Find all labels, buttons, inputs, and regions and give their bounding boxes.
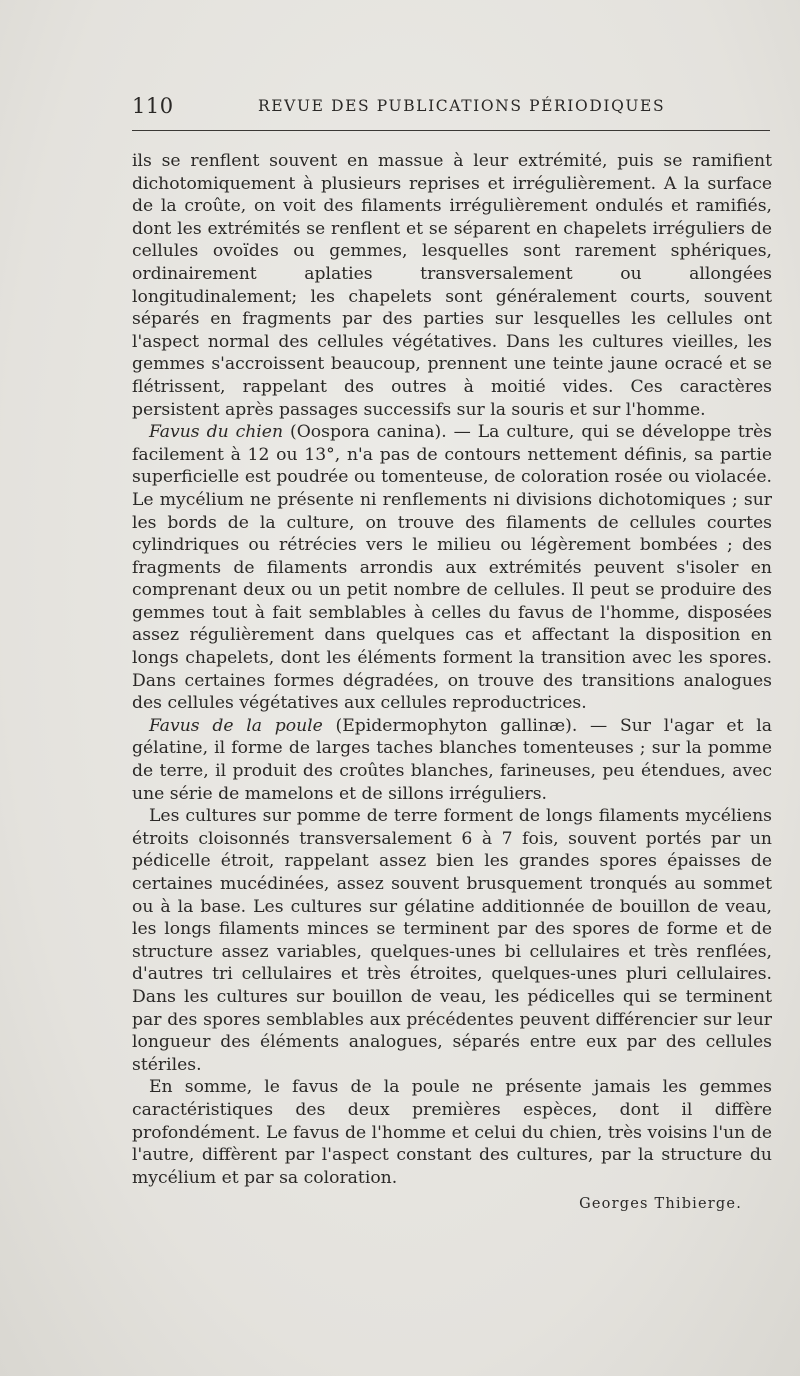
page-number: 110: [132, 94, 174, 118]
paragraph-favus-chien: [132, 421, 772, 715]
paragraph-continuation: [132, 150, 772, 421]
paragraph-text: (Epidermophyton gallinæ). — Sur l'agar et la gélatine, il forme de larges taches blanches tomenteuses ; sur la pomme de terre, il produit des croûtes blanches, farineuses, peu étendues, avec une série de mamelons et de sillons irréguliers.: [132, 715, 772, 804]
paragraph-text: (Oospora canina). — La culture, qui se développe très facilement à 12 ou 13°, n'a pas de contours nettement définis, sa partie superficielle est poudrée ou tomenteuse, de coloration rosée ou violacée. Le mycélium ne présente ni renflements ni divisions dichotomiques ; sur les bords de la culture, on trouve des filaments de cellules courtes cylindriques ou rétrécies vers le milieu ou légèrement bombées ; des fragments de filaments arrondis aux extrémités peuvent s'isoler en comprenant deux ou un petit nombre de cellules. Il peut se produire des gemmes tout à fait semblables à celles du favus de l'homme, disposées assez régulièrement dans quelques cas et affectant la disposition en longs chapelets, dont les éléments forment la transition avec les spores. Dans certaines formes dégradées, on trouve des transitions analogues des cellules végétatives aux cellules reproductrices.: [132, 422, 772, 714]
page-header: [132, 94, 772, 120]
paragraph-text: En somme, le favus de la poule ne présente jamais les gemmes caractéristiques des deux premières espèces, dont il diffère profondément. Le favus de l'homme et celui du chien, très voisins l'un de l'autre, diffèrent par l'aspect constant des cultures, par la structure du mycélium et par sa coloration.: [132, 1077, 772, 1188]
article-body: [132, 150, 772, 1189]
paragraph-favus-poule: [132, 715, 772, 805]
section-title-favus-chien: Favus du chien: [149, 422, 284, 443]
paragraph-text: ils se renflent souvent en massue à leur extrémité, puis se ramifient dichotomiquement à plusieurs reprises et irrégulièrement. A la surface de la croûte, on voit des filaments irrégulièrement ondulés et ramifiés, dont les extrémités se renflent et se séparent en chapelets irréguliers de cellules ovoïdes ou gemmes, lesquelles sont rarement sphériques, ordinairement aplaties transversalement ou allongées longitudinalement; les chapelets sont généralement courts, souvent séparés en fragments par des parties sur lesquelles les cellules ont l'aspect normal des cellules végétatives. Dans les cultures vieilles, les gemmes s'accroissent beaucoup, prennent une teinte jaune ocracé et se flétrissent, rappelant des outres à moitié vides. Ces caractères persistent après passages successifs sur la souris et sur l'homme.: [132, 151, 772, 420]
paragraph-cultures: [132, 805, 772, 1076]
running-title: REVUE DES PUBLICATIONS PÉRIODIQUES: [258, 97, 666, 115]
paragraph-text: Les cultures sur pomme de terre forment de longs filaments mycéliens étroits cloisonnés transversalement 6 à 7 fois, souvent portés par un pédicelle étroit, rappelant assez bien les grandes spores épaisses de certaines mucédinées, assez souvent brusquement tronqués au sommet ou à la base. Les cultures sur gélatine additionnée de bouillon de veau, les longs filaments minces se terminent par des spores de forme et de structure assez variables, quelques-unes bi cellulaires et très renflées, d'autres tri cellulaires et très étroites, quelques-unes pluri cellulaires. Dans les cultures sur bouillon de veau, les pédicelles qui se terminent par des spores semblables aux précédentes peuvent différencier sur leur longueur des éléments analogues, séparés entre eux par des cellules stériles.: [132, 806, 772, 1075]
header-rule: [132, 130, 770, 131]
section-title-favus-poule: Favus de la poule: [149, 715, 323, 736]
author-signature: Georges Thibierge.: [579, 1196, 742, 1212]
paragraph-conclusion: [132, 1076, 772, 1189]
